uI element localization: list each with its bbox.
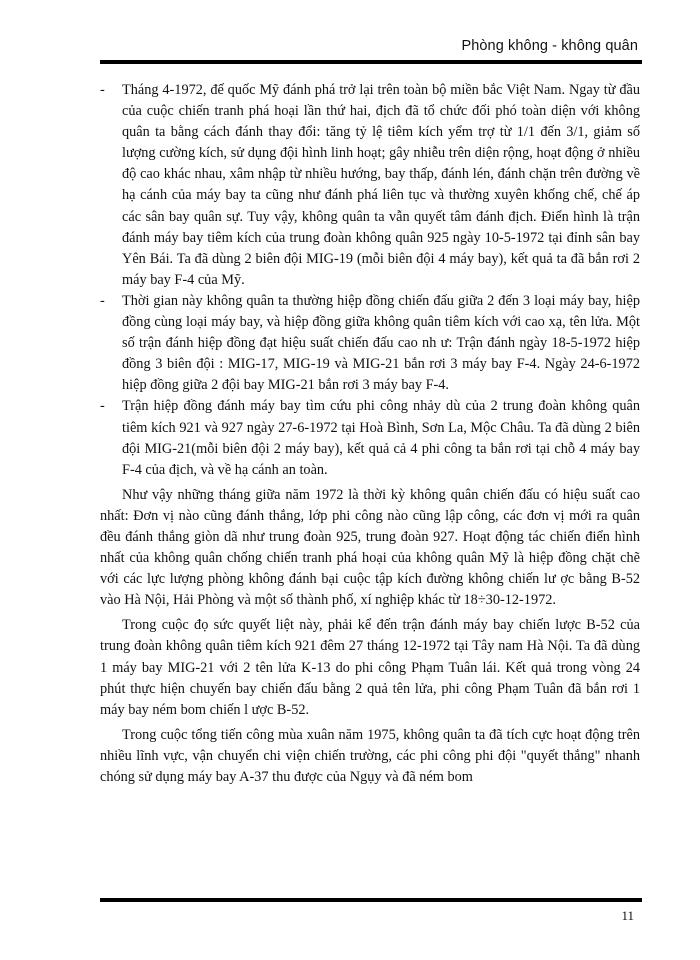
footer-rule <box>100 898 642 902</box>
bullet-text: Thời gian này không quân ta thường hiệp đồng chiến đấu giữa 2 đến 3 loại máy bay, hiệp đồng cùng loại máy bay, và hiệp đồng giữa không quân tiêm kích với cao xạ, tên lửa. Một số trận đánh hiệp đồng đạt hiệu suất chiến đấu cao nh ư: Trận đánh ngày 18-5-1972 hiệp đồng 3 biên đội : MIG-17, MIG-19 và MIG-21 bắn rơi 3 máy bay F-4. Ngày 24-6-1972 hiệp đồng giữa 2 đội bay MIG-21 bắn rơi 3 máy bay F-4. <box>122 292 640 394</box>
body-paragraph: Trong cuộc đọ sức quyết liệt này, phải kể đến trận đánh máy bay chiến lược B-52 của trung đoàn không quân tiêm kích 921 đêm 27 tháng 12-1972 tại Tây nam Hà Nội. Ta đã dùng 1 máy bay MIG-21 với 2 tên lửa K-13 do phi công Phạm Tuân lái. Kết quả trong vòng 24 phút thực hiện chuyến bay chiến đấu bằng 2 quả tên lửa, phi công Phạm Tuân đã bắn rơi 1 máy bay ném bom chiến l ược B-52. <box>100 617 640 718</box>
document-body <box>100 80 640 788</box>
page-header: Phòng không - không quân <box>461 38 638 54</box>
bullet-item <box>100 291 640 396</box>
bullet-dash: - <box>100 82 105 98</box>
header-rule <box>100 60 642 64</box>
page-number: 11 <box>621 908 634 923</box>
bullet-text: Trận hiệp đồng đánh máy bay tìm cứu phi công nhảy dù của 2 trung đoàn không quân tiêm kích 921 và 927 ngày 27-6-1972 tại Hoà Bình, Sơn La, Mộc Châu. Ta đã dùng 2 biên đội MIG-21(mỗi biên đội 2 máy bay), kết quả cả 4 phi công ta bắn rơi tại chỗ 4 máy bay F-4 của địch, và về hạ cánh an toàn. <box>122 398 640 478</box>
bullet-item <box>100 80 640 291</box>
bullet-dash: - <box>100 292 105 309</box>
body-paragraph: Như vậy những tháng giữa năm 1972 là thời kỳ không quân chiến đấu có hiệu suất cao nhất: Đơn vị nào cũng đánh thắng, lớp phi công nào cũng lập công, các đơn vị mới ra quân đều đánh thắng giòn dã như trung đoàn 925, trung đoàn 927. Hoạt động tác chiến điển hình nhất của không quân chống chiến tranh phá hoại của không quân Mỹ là hiệp đồng chặt chẽ với các lực lượng phòng không đánh bại cuộc tập kích đường không chiến lư ợc bằng B-52 vào Hà Nội, Hải Phòng và một số thành phố, xí nghiệp khác từ 18÷30-12-1972. <box>100 486 640 609</box>
bullet-text: Tháng 4-1972, đế quốc Mỹ đánh phá trở lại trên toàn bộ miền bắc Việt Nam. Ngay từ đầu của cuộc chiến tranh phá hoại lần thứ hai, địch đã tổ chức đối phó toàn diện với không quân ta bằng cách đánh thay đổi: tăng tỷ lệ tiêm kích yểm trợ từ 1/1 đến 3/1, giảm số lượng cường kích, sử dụng đội hình linh hoạt; gây nhiễu trên diện rộng, hoạt động ở nhiều độ cao khác nhau, xâm nhập từ nhiều hướng, bay thấp, đánh lén, đánh chặn trên đường về hạ cánh của máy bay ta cũng như đánh phá liên tục và thường xuyên khống chế, chế áp các sân bay quân sự. Tuy vậy, không quân ta vẫn quyết tâm đánh địch. Điển hình là trận đánh máy bay tiêm kích của trung đoàn không quân 925 ngày 10-5-1972 tại đỉnh sân bay Yên Bái. Ta đã dùng 2 biên đội MIG-19 (mỗi biên đội 4 máy bay), kết quả ta đã bắn rơi 2 máy bay F-4 của Mỹ. <box>122 82 640 288</box>
bullet-item <box>100 396 640 480</box>
bullet-dash: - <box>100 398 105 415</box>
body-paragraph: Trong cuộc tổng tiến công mùa xuân năm 1975, không quân ta đã tích cực hoạt động trên nhiều lĩnh vực, vận chuyển chi viện chiến trường, các phi công phi đội "quyết thắng" nhanh chóng sử dụng máy bay A-37 thu được của Ngụy và đã ném bom <box>100 726 640 785</box>
